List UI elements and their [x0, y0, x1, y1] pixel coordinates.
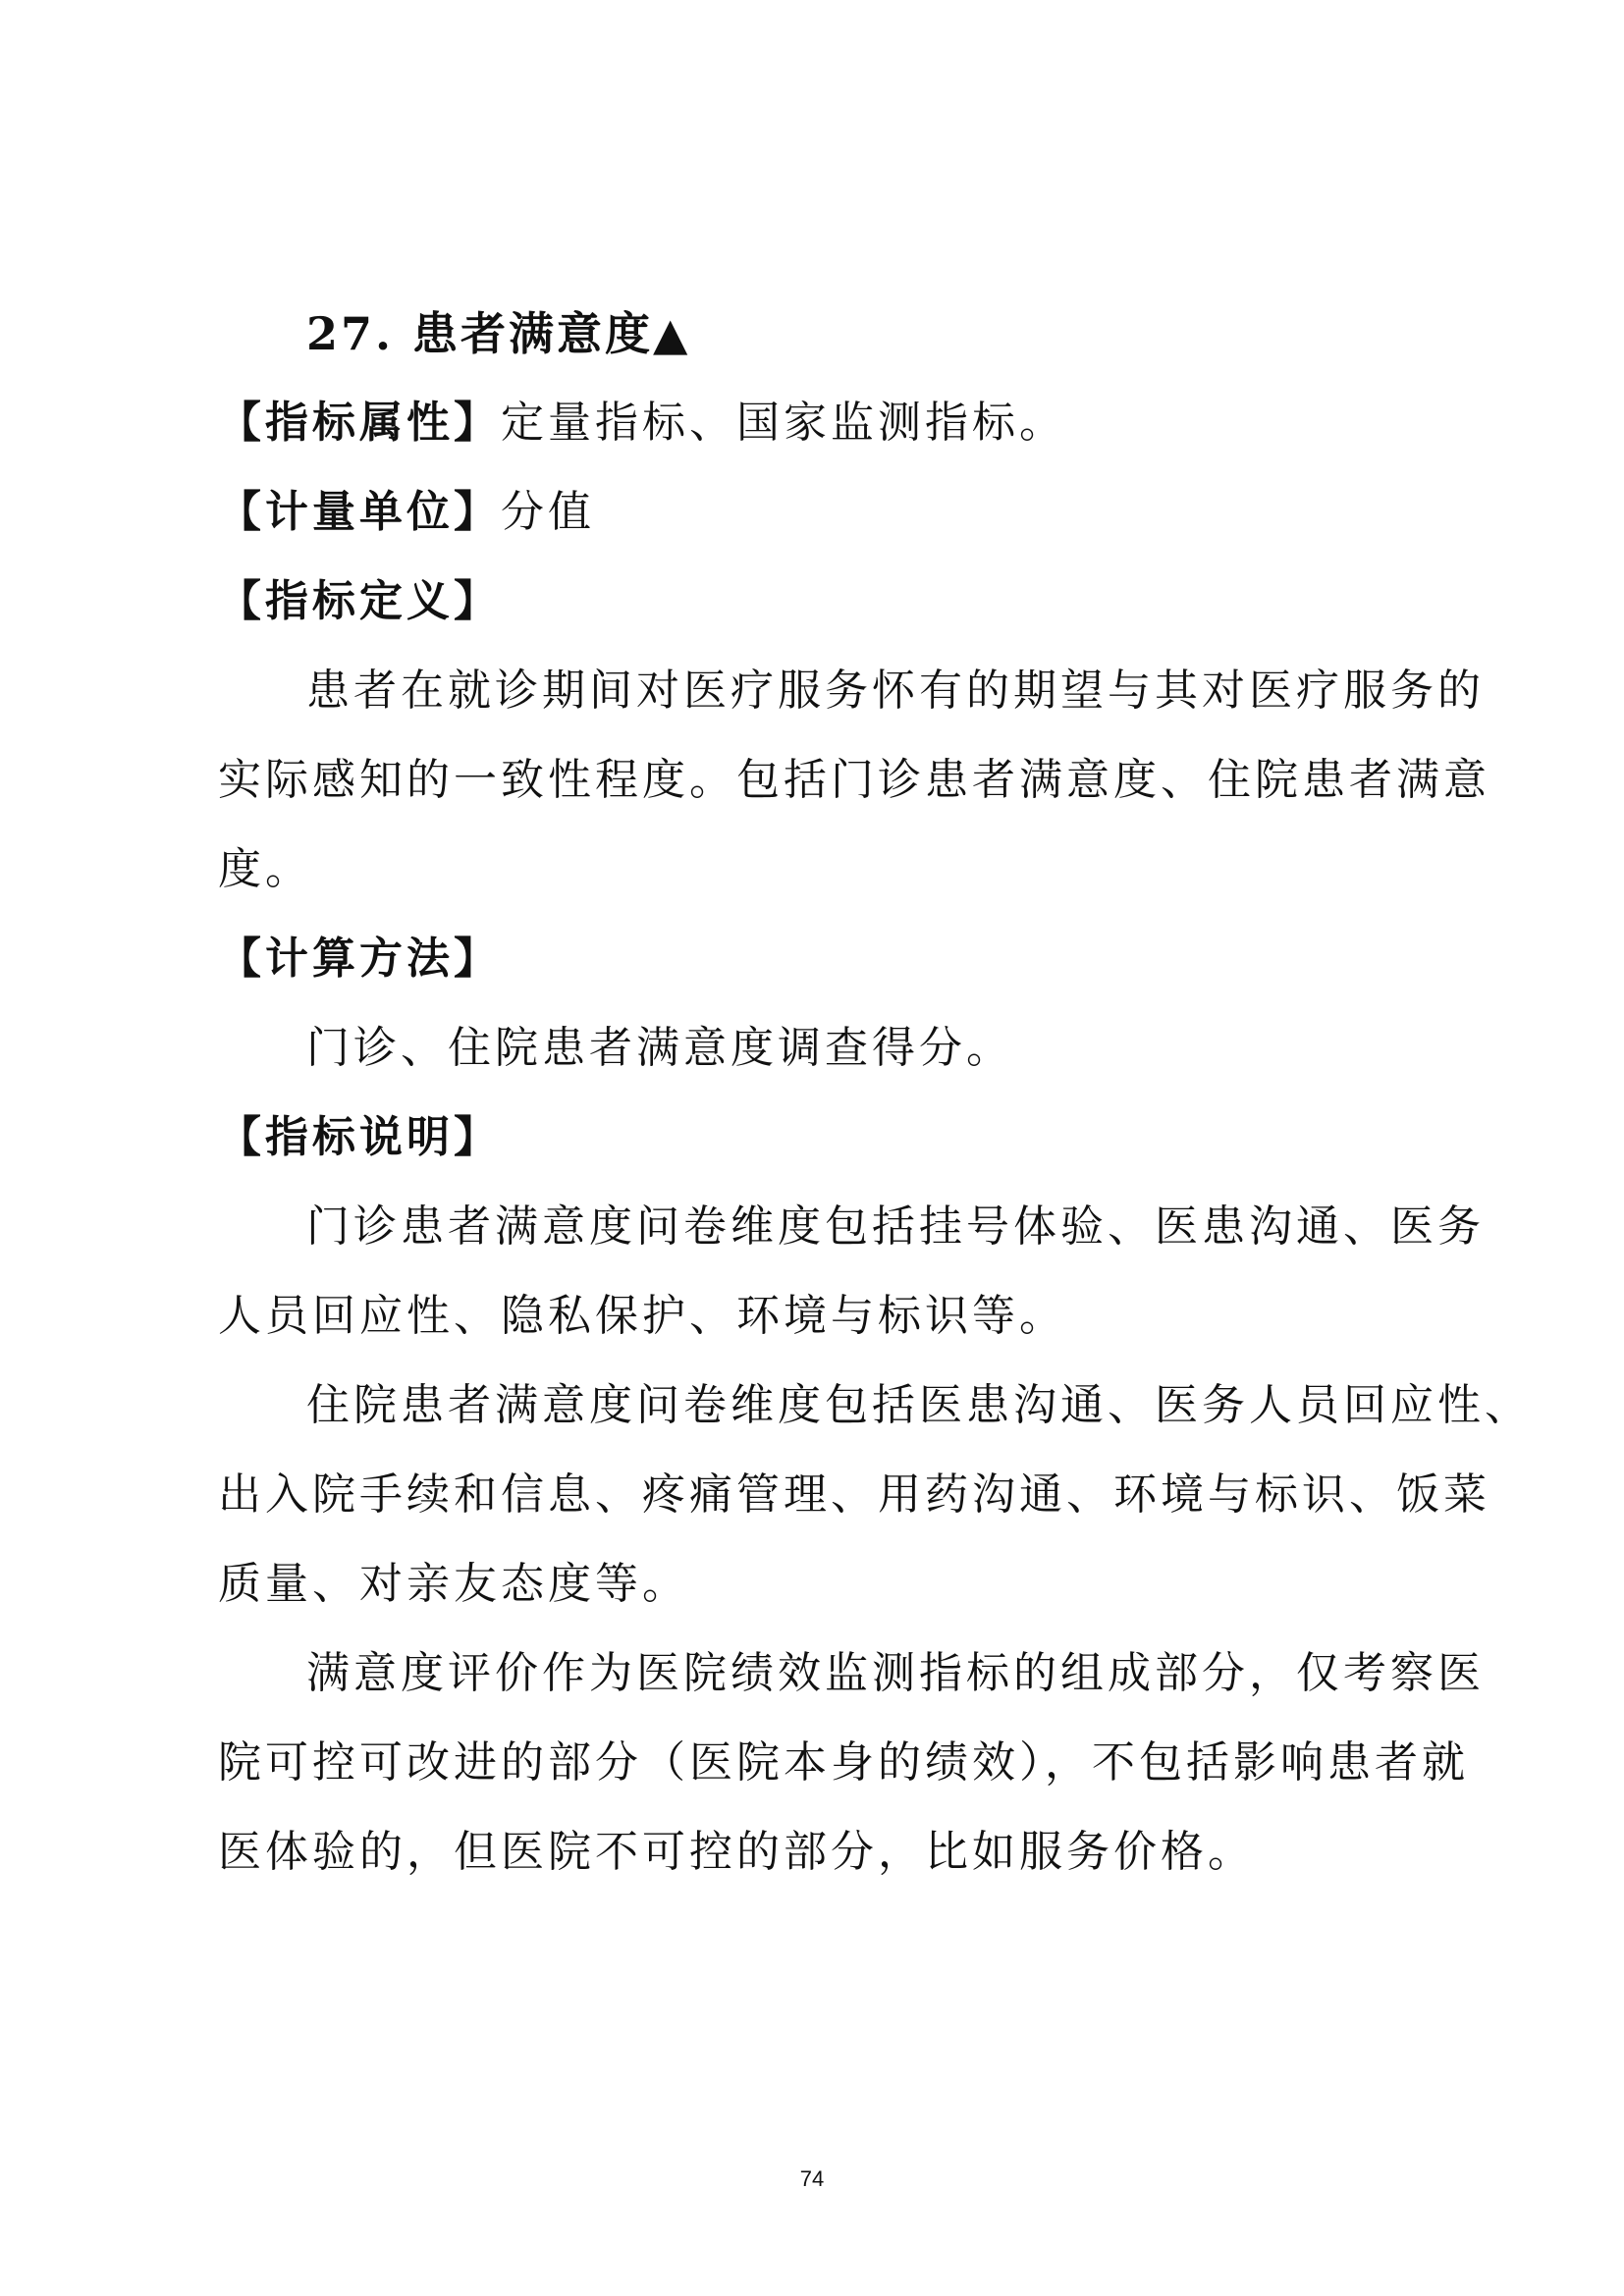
indicator-attribute-line [218, 394, 1426, 453]
inpatient-survey-line-2: 出入院手续和信息、疼痛管理、用药沟通、环境与标识、饭菜 [218, 1469, 1490, 1520]
section-title: 27. 患者满意度▲ [306, 307, 691, 360]
indicator-attribute-value: 定量指标、国家监测指标。 [501, 398, 1066, 448]
measurement-unit-label: 【计量单位】 [218, 487, 501, 537]
measurement-unit-line [218, 483, 1426, 542]
inpatient-survey-line-1: 住院患者满意度问卷维度包括医患沟通、医务人员回应性、 [306, 1380, 1532, 1430]
satisfaction-evaluation-line-2: 院可控可改进的部分（医院本身的绩效），不包括影响患者就 [218, 1737, 1469, 1788]
calculation-heading: 【计算方法】 [218, 934, 501, 984]
satisfaction-evaluation-line-1: 满意度评价作为医院绩效监测指标的组成部分，仅考察医 [306, 1648, 1485, 1698]
satisfaction-evaluation-line-3: 医体验的，但医院不可控的部分，比如服务价格。 [218, 1827, 1255, 1877]
indicator-attribute-label: 【指标属性】 [218, 398, 501, 448]
definition-line-3: 度。 [218, 844, 312, 894]
inpatient-survey-line-3: 质量、对亲友态度等。 [218, 1559, 689, 1609]
explanation-heading: 【指标说明】 [218, 1112, 501, 1162]
outpatient-survey-line-1: 门诊患者满意度问卷维度包括挂号体验、医患沟通、医务 [306, 1201, 1485, 1252]
definition-line-1: 患者在就诊期间对医疗服务怀有的期望与其对医疗服务的 [306, 666, 1485, 716]
measurement-unit-value: 分值 [501, 487, 595, 537]
definition-heading: 【指标定义】 [218, 576, 501, 626]
definition-line-2: 实际感知的一致性程度。包括门诊患者满意度、住院患者满意 [218, 755, 1490, 805]
outpatient-survey-line-2: 人员回应性、隐私保护、环境与标识等。 [218, 1291, 1066, 1341]
page-number: 74 [799, 2166, 825, 2191]
calculation-text: 门诊、住院患者满意度调查得分。 [306, 1023, 1013, 1073]
